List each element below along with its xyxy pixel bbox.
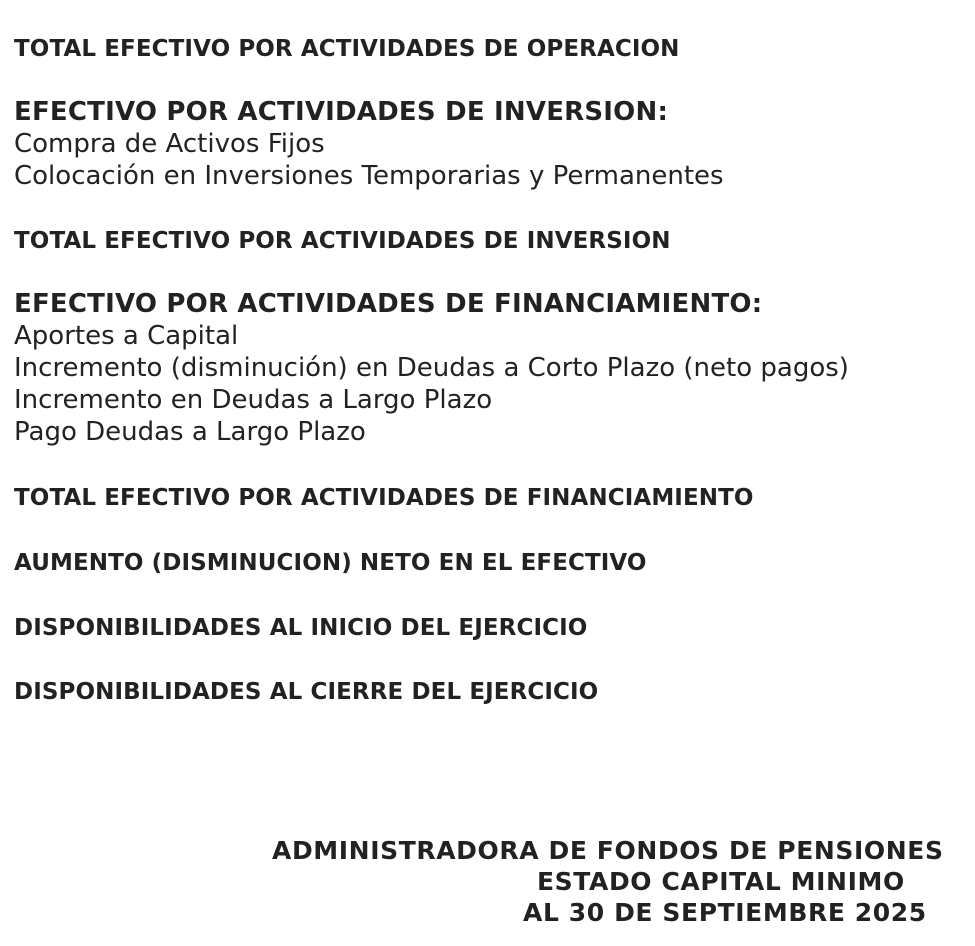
financiamiento-item: Pago Deudas a Largo Plazo bbox=[14, 417, 366, 447]
report-title: ESTADO CAPITAL MINIMO bbox=[537, 867, 905, 896]
total-operacion-label: TOTAL EFECTIVO POR ACTIVIDADES DE OPERACION bbox=[14, 36, 680, 62]
report-date: AL 30 DE SEPTIEMBRE 2025 bbox=[523, 898, 927, 927]
financiamiento-item: Incremento (disminución) en Deudas a Corto Plazo (neto pagos) bbox=[14, 353, 849, 383]
company-name: ADMINISTRADORA DE FONDOS DE PENSIONES bbox=[272, 836, 944, 865]
financiamiento-heading: EFECTIVO POR ACTIVIDADES DE FINANCIAMIENTO: bbox=[14, 289, 763, 319]
inversion-heading: EFECTIVO POR ACTIVIDADES DE INVERSION: bbox=[14, 97, 669, 127]
financiamiento-item: Aportes a Capital bbox=[14, 321, 239, 351]
inversion-item: Compra de Activos Fijos bbox=[14, 129, 325, 159]
financiamiento-item: Incremento en Deudas a Largo Plazo bbox=[14, 385, 493, 415]
inversion-item: Colocación en Inversiones Temporarias y Permanentes bbox=[14, 161, 724, 191]
disponibilidades-inicio-label: DISPONIBILIDADES AL INICIO DEL EJERCICIO bbox=[14, 615, 588, 641]
aumento-neto-label: AUMENTO (DISMINUCION) NETO EN EL EFECTIVO bbox=[14, 550, 647, 576]
total-inversion-label: TOTAL EFECTIVO POR ACTIVIDADES DE INVERSION bbox=[14, 228, 671, 254]
disponibilidades-cierre-label: DISPONIBILIDADES AL CIERRE DEL EJERCICIO bbox=[14, 679, 599, 705]
total-financiamiento-label: TOTAL EFECTIVO POR ACTIVIDADES DE FINANCIAMIENTO bbox=[14, 485, 754, 511]
